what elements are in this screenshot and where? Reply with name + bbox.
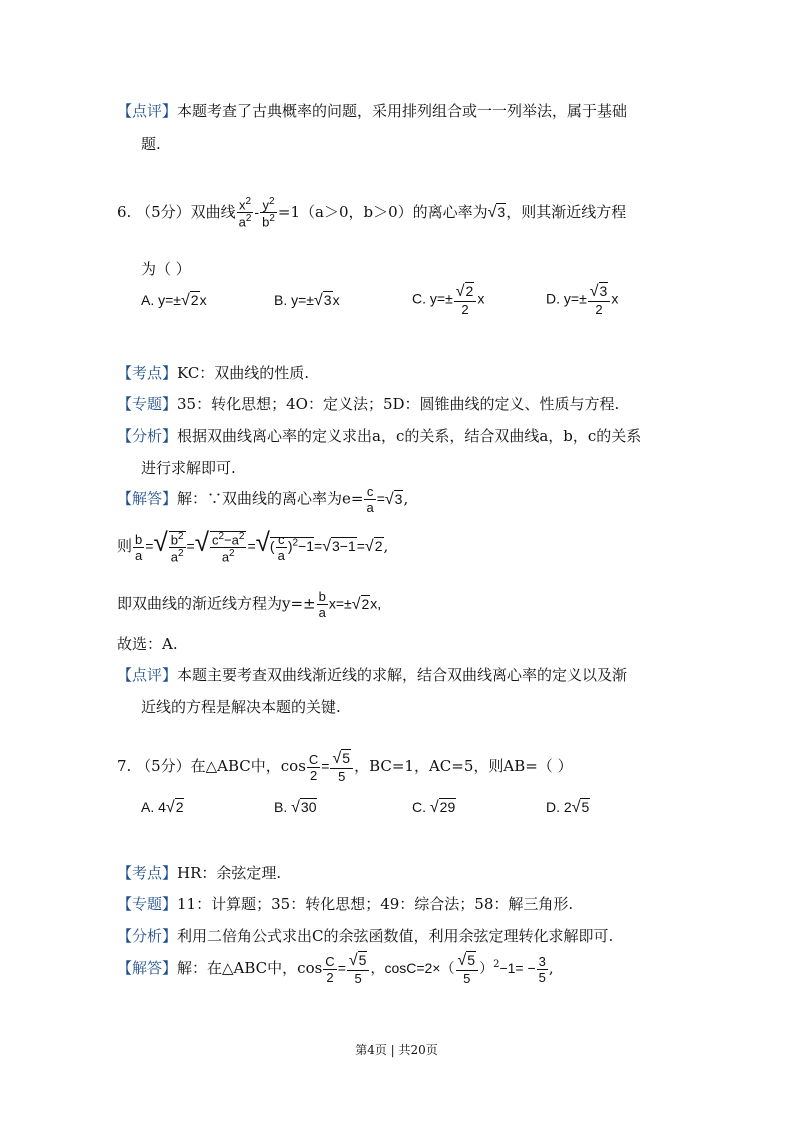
s6-zhuanti: 【专题】35：转化思想；4O：定义法；5D：圆锥曲线的定义、性质与方程. — [117, 395, 620, 413]
s6-review-2: 近线的方程是解决本题的关键. — [141, 698, 341, 716]
q7-option-d: D. 2√5 — [546, 799, 590, 816]
review-line-2: 题. — [141, 135, 161, 153]
frac-x2-a2: $\frac{x^2}{a^2}$ — [238, 196, 252, 230]
q6-option-b: B. y=±√3x — [274, 292, 340, 309]
q6-option-c: C. y=± $\frac{√2}{2}$ x — [412, 283, 485, 317]
s6-fenxi-2: 进行求解即可. — [141, 459, 236, 477]
question-6-line-1: 6. （5分）双曲线 $\frac{x^2}{a^2}$ - $\frac{y^2}{b^2}$ =1（a＞0，b＞0）的离心率为√3，则其渐近线方程 — [117, 196, 627, 230]
q6-eq-tail: =1（a＞0，b＞0）的离心率为 — [277, 202, 488, 221]
q7-option-b: B. √30 — [274, 799, 317, 816]
s6-fenxi-1: 【分析】根据双曲线离心率的定义求出a，c的关系，结合双曲线a，b，c的关系 — [117, 427, 642, 445]
s6-derivation: 则 $\frac{b}{a}$ =√ $\frac{b^2}{a^2}$ =√ $\frac{c^2-a^2}{a^2}$ =√( $\frac{c}{a}$ )$^2$−1=√3−1=√2, — [117, 527, 389, 565]
q6-option-d: D. y=± $\frac{√3}{2}$ x — [546, 283, 619, 317]
q7-option-c: C. √29 — [412, 799, 456, 816]
question-6-line-2: 为（ ） — [141, 260, 191, 278]
question-7-line-1: 7. （5分）在△ABC中，cos $\frac{C}{2}$ = $\frac{√5}{5}$ ，BC=1，AC=5，则AB=（ ） — [117, 750, 573, 784]
sqrt-3: √3 — [487, 203, 506, 221]
s6-answer: 故选：A. — [117, 635, 178, 653]
s6-jieda: 【解答】解：∵双曲线的离心率为e= $\frac{c}{a}$ =√3, — [117, 484, 409, 515]
s7-kaodian: 【考点】HR：余弦定理. — [117, 864, 282, 882]
frac-y2-b2: $\frac{y^2}{b^2}$ — [262, 196, 275, 230]
s7-zhuanti: 【专题】11：计算题；35：转化思想；49：综合法；58：解三角形. — [117, 895, 574, 913]
page-footer: 第4页 | 共20页 — [355, 1043, 438, 1057]
review-tag: 【点评】 — [117, 102, 178, 120]
q7-option-a: A. 4√2 — [141, 799, 184, 816]
q6-option-a: A. y=±√2x — [141, 292, 207, 309]
review-text: 本题考查了古典概率的问题，采用排列组合或一一列举法，属于基础 — [177, 102, 628, 120]
s6-asymptote: 即双曲线的渐近线方程为y=± $\frac{b}{a}$ x=±√2x, — [117, 589, 382, 620]
review-line-1 — [117, 100, 627, 121]
s7-jieda: 【解答】解：在△ABC中，cos $\frac{C}{2}$ = $\frac{√5}{5}$ ，cosC=2×（ $\frac{√5}{5}$ ）$^2$−1= − $\frac{3}{5}$ , — [117, 952, 554, 986]
s7-fenxi: 【分析】利用二倍角公式求出C的余弦函数值，利用余弦定理转化求解即可. — [117, 927, 614, 945]
q6-tail: ，则其渐近线方程 — [506, 202, 627, 221]
q6-prefix: 6. （5分）双曲线 — [117, 202, 236, 221]
s6-review-1: 【点评】本题主要考查双曲线渐近线的求解，结合双曲线离心率的定义以及渐 — [117, 666, 628, 684]
s6-kaodian: 【考点】KC：双曲线的性质. — [117, 364, 310, 382]
